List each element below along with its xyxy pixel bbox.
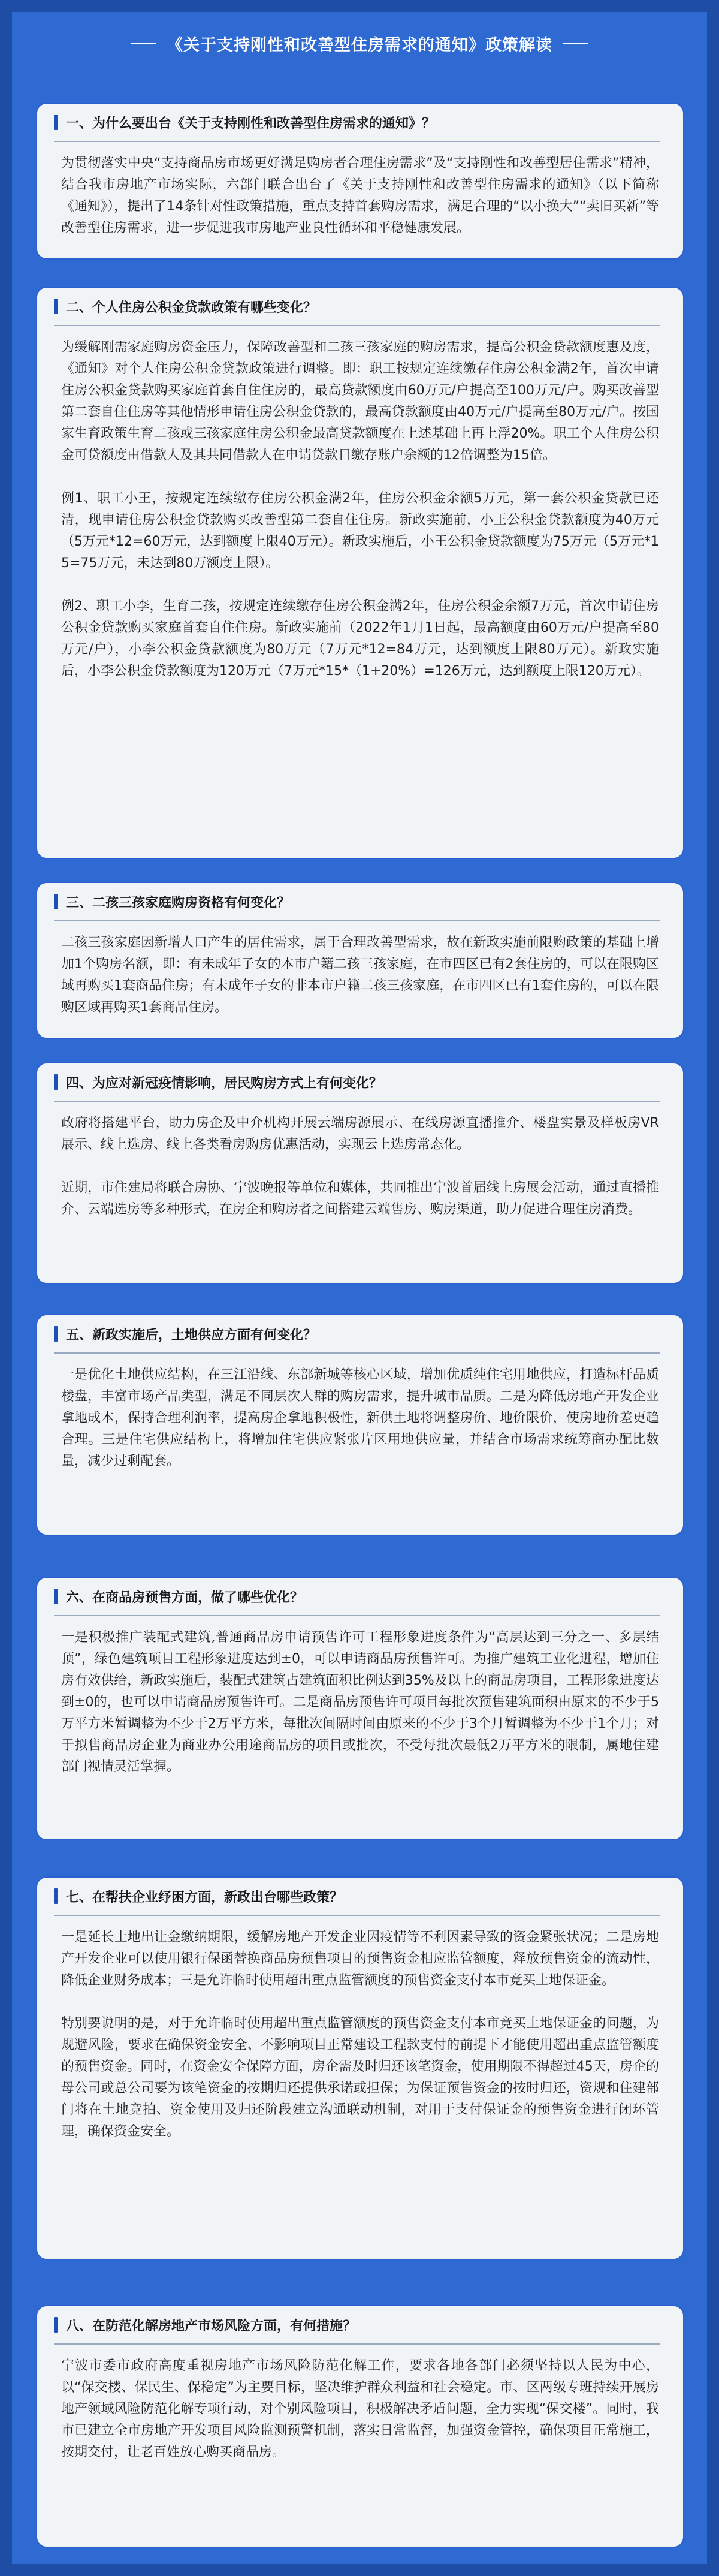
section-heading: 六、在商品房预售方面，做了哪些优化？: [66, 1590, 304, 1605]
section-card-1: [36, 103, 684, 260]
section-paragraph: 宁波市委市政府高度重视房地产市场风险防范化解工作，要求各地各部门必须坚持以人民为中心，以“保交楼、保民生、保稳定”为主要目标，坚决维护群众利益和社会稳定。市、区两级专班持续开展房地产领域风险防范化解专项行动，对个别风险项目，积极解决矛盾问题，全力实现“保交楼”。同时，我市已建立全市房地产开发项目风险监测预警机制，落实日常监督，加强资金管控，确保项目正常施工，按期交付，让老百姓放心购买商品房。: [61, 2358, 659, 2460]
section-heading-row: [54, 1878, 660, 1916]
section-heading-row: [54, 883, 660, 921]
section-paragraph: 一是延长土地出让金缴纳期限，缓解房地产开发企业因疫情等不利因素导致的资金紧张状况；二是房地产开发企业可以使用银行保函替换商品房预售项目的预售资金相应监管额度，释放预售资金的流动性，降低企业财务成本；三是允许临时使用超出重点监管额度的预售资金支付本市竞买土地保证金。: [61, 1930, 659, 1988]
section-heading: 三、二孩三孩家庭购房资格有何变化？: [66, 895, 291, 911]
section-paragraph: 近期，市住建局将联合房协、宁波晚报等单位和媒体，共同推出宁波首届线上房展会活动，通过直播推介、云端选房等多种形式，在房企和购房者之间搭建云端售房、购房渠道，助力促进合理住房消费。: [61, 1180, 659, 1217]
section-heading: 五、新政实施后，土地供应方面有何变化？: [66, 1327, 317, 1343]
section-paragraph: 一是积极推广装配式建筑,普通商品房申请预售许可工程形象进度条件为“高层达到三分之一、多层结顶”，绿色建筑项目工程形象进度达到±0，可以申请商品房预售许可。为推广建筑工业化进程，增加住房有效供给，新政实施后，装配式建筑占建筑面积比例达到35%及以上的商品房项目，工程形象进度达到±0的，也可以申请商品房预售许可。二是商品房预售许可项目每批次预售建筑面积由原来的不少于5万平方米暂调整为不少于2万平方米，每批次间隔时间由原来的不少于3个月暂调整为不少于1个月；对于拟售商品房企业为商业办公用途商品房的项目或批次，不受每批次最低2万平方米的限制，属地住建部门视情灵活掌握。: [61, 1630, 659, 1774]
section-body: [37, 1916, 683, 2143]
section-card-6: [36, 1577, 684, 1840]
heading-marker: [54, 2317, 58, 2333]
section-paragraph: 例1、职工小王，按规定连续缴存住房公积金满2年，住房公积金余额5万元，第一套公积金贷款已还清，现申请住房公积金贷款购买改善型第二套自住住房。新政实施前，小王公积金贷款额度为40万元（5万元*12=60万元，达到额度上限40万元）。新政实施后，小王公积金贷款额度为75万元（5万元*15=75万元，未达到80万额度上限）。: [61, 491, 659, 571]
section-paragraph: 例2、职工小李，生育二孩，按规定连续缴存住房公积金满2年，住房公积金余额7万元，首次申请住房公积金贷款购买家庭首套自住住房。新政实施前（2022年1月1日起，最高额度由60万元/户提高至80万元/户），小李公积金贷款额度为80万元（7万元*12=84万元，达到额度上限80万元）。新政实施后，小李公积金贷款额度为120万元（7万元*15*（1+20%）=126万元，达到额度上限120万元）。: [61, 599, 659, 679]
section-card-3: [36, 882, 684, 1039]
section-heading-row: [54, 2306, 660, 2345]
section-body: [37, 142, 683, 239]
section-heading-row: [54, 1063, 660, 1102]
section-paragraph: 为缓解刚需家庭购房资金压力，保障改善型和二孩三孩家庭的购房需求，提高公积金贷款额度惠及度，《通知》对个人住房公积金贷款政策进行调整。即：职工按规定连续缴存住房公积金满2年，首次申请住房公积金贷款购买家庭首套自住住房的，最高贷款额度由60万元/户提高至100万元/户。购买改善型第二套自住住房等其他情形申请住房公积金贷款的，最高贷款额度由40万元/户提高至80万元/户。按国家生育政策生育二孩或三孩家庭住房公积金最高贷款额度在上述基础上再上浮20%。职工个人住房公积金可贷额度由借款人及其共同借款人在申请贷款日缴存账户余额的12倍调整为15倍。: [61, 340, 659, 463]
section-heading-row: [54, 1578, 660, 1616]
heading-marker: [54, 1888, 58, 1904]
heading-marker: [54, 1326, 58, 1342]
section-card-4: [36, 1062, 684, 1284]
section-heading-row: [54, 104, 660, 142]
page-title: 《关于支持刚性和改善型住房需求的通知》政策解读: [131, 32, 588, 55]
section-heading: 八、在防范化解房地产市场风险方面，有何措施？: [66, 2318, 357, 2334]
section-card-5: [36, 1314, 684, 1536]
heading-marker: [54, 1074, 58, 1090]
heading-marker: [54, 115, 58, 130]
section-paragraph: 二孩三孩家庭因新增人口产生的居住需求，属于合理改善型需求，故在新政实施前限购政策的基础上增加1个购房名额，即：有未成年子女的本市户籍二孩三孩家庭，在市四区已有2套住房的，可以在限购区域再购买1套商品住房；有未成年子女的非本市户籍二孩三孩家庭，在市四区已有1套住房的，可以在限购区域再购买1套商品住房。: [61, 935, 659, 1015]
section-heading-row: [54, 288, 660, 326]
section-heading: 二、个人住房公积金贷款政策有哪些变化？: [66, 300, 317, 315]
section-body: [37, 2345, 683, 2463]
section-heading-row: [54, 1315, 660, 1354]
section-body: [37, 1102, 683, 1221]
section-paragraph: 政府将搭建平台，助力房企及中介机构开展云端房源展示、在线房源直播推介、楼盘实景及样板房VR展示、线上选房、线上各类看房购房优惠活动，实现云上选房常态化。: [61, 1116, 659, 1152]
section-body: [37, 326, 683, 682]
section-paragraph: 一是优化土地供应结构，在三江沿线、东部新城等核心区域，增加优质纯住宅用地供应，打造标杆品质楼盘，丰富市场产品类型，满足不同层次人群的购房需求，提升城市品质。二是为降低房地产开发企业拿地成本，保持合理利润率，提高房企拿地积极性，新供土地将调整房价、地价限价，使房地价差更趋合理。三是住宅供应结构上，将增加住宅供应紧张片区用地供应量，并结合市场需求统筹商办配比数量，减少过剩配套。: [61, 1367, 659, 1469]
section-body: [37, 1616, 683, 1778]
heading-marker: [54, 1589, 58, 1604]
section-card-8: [36, 2305, 684, 2548]
page-frame: [12, 12, 707, 2564]
section-body: [37, 1354, 683, 1472]
heading-marker: [54, 894, 58, 909]
section-card-2: [36, 287, 684, 859]
page-header: [12, 12, 707, 74]
section-card-7: [36, 1876, 684, 2260]
section-heading: 七、在帮扶企业纾困方面，新政出台哪些政策？: [66, 1890, 343, 1905]
heading-marker: [54, 299, 58, 314]
section-body: [37, 921, 683, 1019]
section-paragraph: 为贯彻落实中央“支持商品房市场更好满足购房者合理住房需求”及“支持刚性和改善型居住需求”精神，结合我市房地产市场实际，六部门联合出台了《关于支持刚性和改善型住房需求的通知》（以下简称《通知》），提出了14条针对性政策措施，重点支持首套购房需求，满足合理的“以小换大”“卖旧买新”等改善型住房需求，进一步促进我市房地产业良性循环和平稳健康发展。: [61, 156, 659, 236]
section-heading: 一、为什么要出台《关于支持刚性和改善型住房需求的通知》？: [66, 116, 436, 131]
section-heading: 四、为应对新冠疫情影响，居民购房方式上有何变化？: [66, 1075, 383, 1091]
section-paragraph: 特别要说明的是，对于允许临时使用超出重点监管额度的预售资金支付本市竞买土地保证金的问题，为规避风险，要求在确保资金安全、不影响项目正常建设工程款支付的前提下才能使用超出重点监管额度的预售资金。同时，在资金安全保障方面，房企需及时归还该笔资金，使用期限不得超过45天，房企的母公司或总公司要为该笔资金的按期归还提供承诺或担保；为保证预售资金的按时归还，资规和住建部门将在土地竞拍、资金使用及归还阶段建立沟通联动机制，对用于支付保证金的预售资金进行闭环管理，确保资金安全。: [61, 2016, 659, 2139]
